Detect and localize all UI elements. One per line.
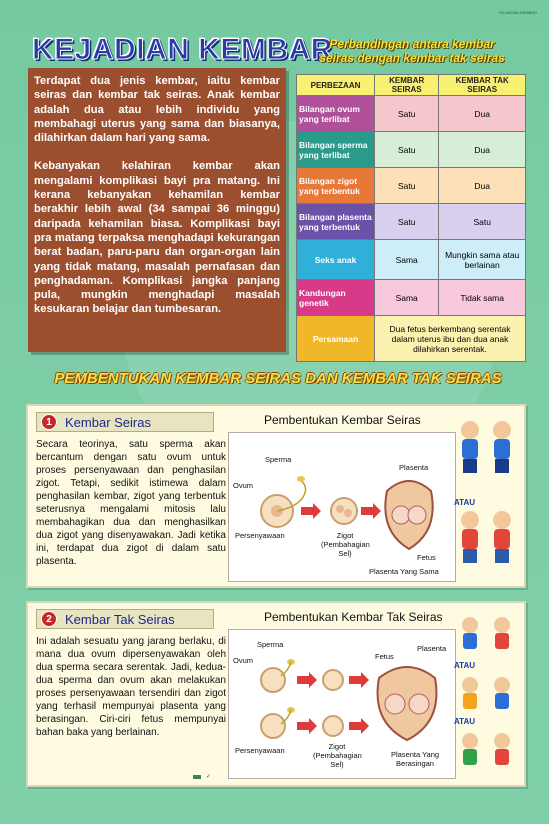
row-tak-seiras: Dua	[439, 168, 526, 204]
row-feature: Persamaan	[297, 316, 375, 362]
table-row	[297, 240, 526, 280]
row-feature: Bilangan ovum yang terlibat	[297, 96, 375, 132]
arrow-icon	[297, 672, 317, 688]
label-zigot	[321, 531, 369, 558]
row-tak-seiras: Dua	[439, 132, 526, 168]
label-zigot-text: Zigot	[336, 531, 354, 540]
publisher-logo	[192, 774, 202, 780]
footer-logos	[192, 774, 214, 780]
row-tak-seiras: Tidak sama	[439, 280, 526, 316]
number-badge: 1	[41, 414, 57, 430]
row-seiras: Satu	[375, 204, 439, 240]
table-row	[297, 316, 526, 362]
zigot-shape	[331, 498, 357, 524]
label-plasenta-line-1: Plasenta Yang	[390, 750, 440, 759]
row-feature: Seks anak	[297, 240, 375, 280]
label-fetus: Fetus	[375, 652, 394, 661]
panel-text: Secara teorinya, satu sperma akan bercantum dengan satu ovum untuk proses persenyawaan dan penghasilan zigot. Tetapi, sedikit istimewa dalam penghasilan kembar, zigot yang terbentuk seterusnya mengalami mitosis lalu membahagikan dua dan menghasilkan dua zigot yang disenyawakan. Jadi ketika ini, terdapat dua zigot di dalam satu plasenta.	[36, 439, 226, 567]
arrow-icon	[349, 672, 369, 688]
row-seiras: Satu	[375, 132, 439, 168]
sperma-head	[297, 476, 305, 482]
row-seiras: Satu	[375, 96, 439, 132]
twins-illustration	[452, 410, 522, 586]
arrow-icon	[349, 718, 369, 734]
label-plasenta-line-2: Berasingan	[396, 759, 434, 768]
arrow-icon	[301, 503, 321, 519]
panel-tab	[36, 412, 214, 432]
row-feature: Bilangan plasenta yang terbentuk	[297, 204, 375, 240]
label-sel: Sel)	[338, 549, 352, 558]
label-fetus: Fetus	[417, 553, 436, 562]
row-seiras: Sama	[375, 240, 439, 280]
comparison-title	[298, 37, 526, 65]
comparison-title-line-1: Perbandingan antara kembar	[329, 37, 495, 51]
header-perbezaan: PERBEZAAN	[297, 75, 375, 96]
atau-label: ATAU	[454, 498, 476, 507]
ovum-shape	[261, 668, 285, 692]
twins-illustration	[452, 607, 522, 783]
row-feature: Bilangan sperma yang terlibat	[297, 132, 375, 168]
number-badge: 2	[41, 611, 57, 627]
label-plasenta: Plasenta	[417, 644, 447, 653]
diagram-frame	[228, 432, 456, 582]
row-tak-seiras: Mungkin sama atau berlainan	[439, 240, 526, 280]
row-merged: Dua fetus berkembang serentak dalam uterus ibu dan dua anak dilahirkan serentak.	[375, 316, 526, 362]
zigot-shape	[323, 716, 343, 736]
atau-label: ATAU	[454, 717, 476, 726]
diagram-title: Pembentukan Kembar Seiras	[264, 413, 421, 427]
row-seiras: Sama	[375, 280, 439, 316]
row-tak-seiras: Dua	[439, 96, 526, 132]
diagram-title: Pembentukan Kembar Tak Seiras	[264, 610, 443, 624]
row-feature: Bilangan zigot yang terbentuk	[297, 168, 375, 204]
poster-code: KEJADIAN KEMBAR	[499, 10, 537, 15]
label-persenyawaan: Persenyawaan	[235, 531, 285, 540]
label-zigot-text: Zigot	[328, 742, 346, 751]
label-sel: Sel)	[330, 760, 344, 769]
label-ovum: Ovum	[233, 656, 254, 665]
page-title: KEJADIAN KEMBAR	[32, 33, 333, 66]
panel-tab	[36, 609, 214, 629]
panel-tab-label: Kembar Tak Seiras	[65, 611, 175, 627]
intro-paragraph-1: Terdapat dua jenis kembar, iaitu kembar seiras dan kembar tak seiras. Anak kembar adalah dua atau lebih individu yang membahagi uterus yang sama dan biasanya, dilahirkan dalam hari yang sama.	[34, 75, 280, 145]
atau-label: ATAU	[454, 661, 476, 670]
label-plasenta-sama: Plasenta Yang Sama	[369, 567, 439, 576]
kids-icon	[452, 607, 522, 783]
table-row	[297, 204, 526, 240]
label-sperma: Sperma	[257, 640, 284, 649]
table-row	[297, 132, 526, 168]
panel-text: Ini adalah sesuatu yang jarang berlaku, di mana dua ovum dipersenyawakan oleh dua sperma secara serentak. Jadi, kedua-dua sperma dan ovum akan melakukan proses persenyawaan tersendiri dan zigot yang terhasil mempunyai plasenta yang berasingan. Ciri-ciri fetus mempunyai bahan baka yang berlainan.	[36, 636, 226, 738]
ovum-shape	[261, 714, 285, 738]
intro-paragraph-2: Kebanyakan kelahiran kembar akan mengalami komplikasi bayi pra matang. Ini kerana kebanyakan kehamilan kembar berakhir lebih awal (34 sampai 36 minggu) daripada kehamilan biasa. Komplikasi bayi pra matang terpaksa menghadapi kekurangan berat badan, paru-paru dan organ-organ lain yang tidak matang, masalah pernafasan dan penghadaman. Komplikasi jangka panjang pula, mungkin menghadapi masalah kesukaran belajar dan tumbesaran.	[34, 160, 280, 316]
panel-kembar-seiras	[26, 404, 526, 588]
row-tak-seiras: Satu	[439, 204, 526, 240]
row-feature: Kandungan genetik	[297, 280, 375, 316]
label-zigot	[313, 742, 361, 769]
label-plasenta-berasingan	[385, 750, 445, 768]
intro-box	[28, 68, 286, 352]
comparison-title-line-2: seiras dengan kembar tak seiras	[319, 51, 505, 65]
arrow-icon	[361, 503, 381, 519]
arrow-icon	[297, 718, 317, 734]
brand-logo: ✓	[206, 774, 212, 780]
section-heading: PEMBENTUKAN KEMBAR SEIRAS DAN KEMBAR TAK SEIRAS	[54, 370, 502, 387]
zigot-shape	[323, 670, 343, 690]
diagram-frame	[228, 629, 456, 779]
header-seiras: KEMBAR SEIRAS	[375, 75, 439, 96]
label-pembahagian: (Pembahagian	[313, 751, 362, 760]
header-tak-seiras: KEMBAR TAK SEIRAS	[439, 75, 526, 96]
label-sperma: Sperma	[265, 455, 292, 464]
comparison-header-row	[297, 75, 526, 96]
row-seiras: Satu	[375, 168, 439, 204]
panel-tab-label: Kembar Seiras	[65, 414, 151, 430]
table-row	[297, 280, 526, 316]
label-persenyawaan: Persenyawaan	[235, 746, 285, 755]
table-row	[297, 96, 526, 132]
comparison-table	[296, 74, 526, 362]
label-plasenta: Plasenta	[399, 463, 429, 472]
label-pembahagian: (Pembahagian	[321, 540, 370, 549]
panel-kembar-tak-seiras	[26, 601, 526, 787]
label-ovum: Ovum	[233, 481, 254, 490]
table-row	[297, 168, 526, 204]
